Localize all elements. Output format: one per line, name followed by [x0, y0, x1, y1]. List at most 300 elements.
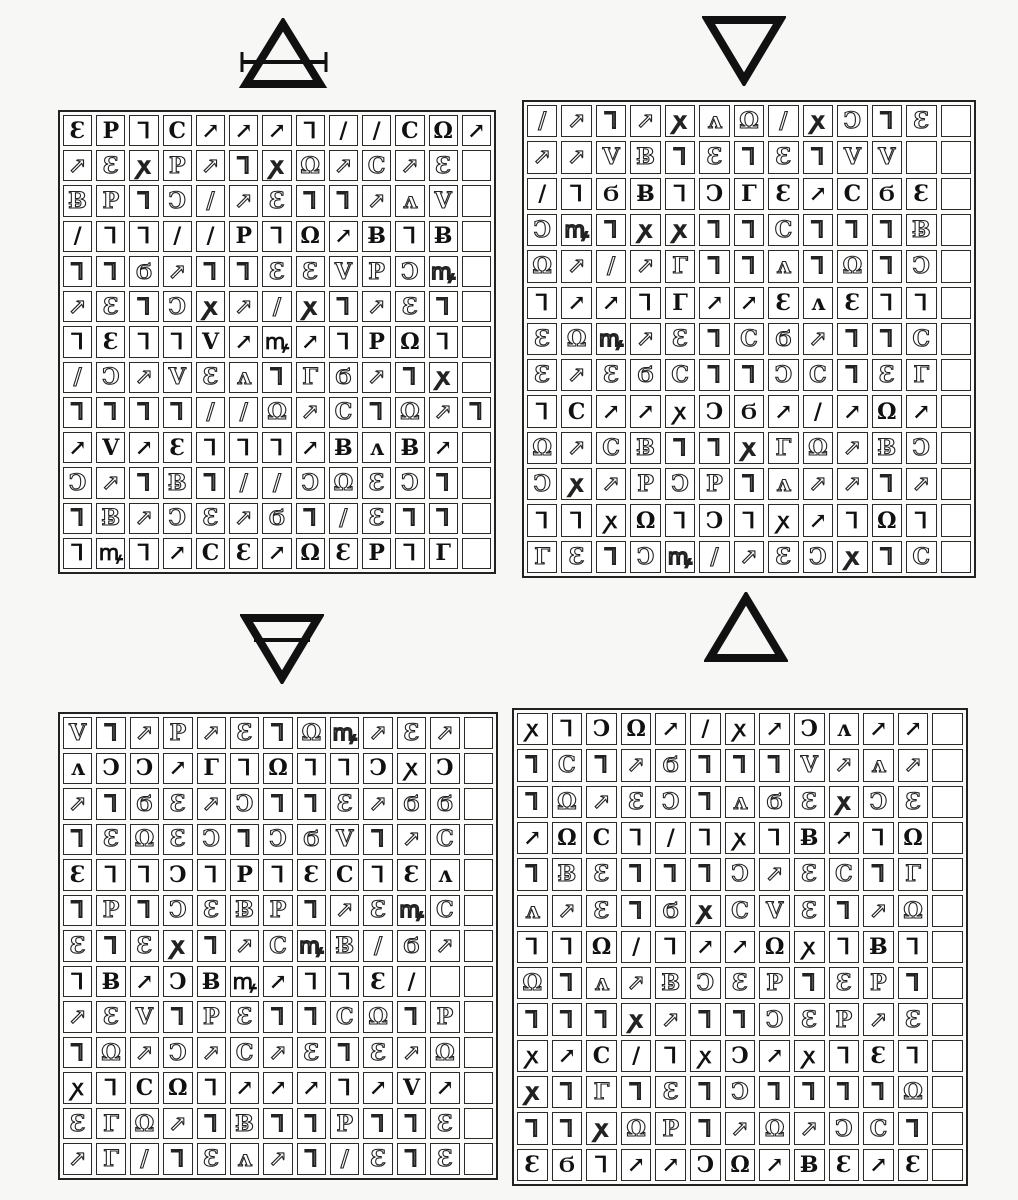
air-sigil-cell: ꓶ [96, 256, 125, 287]
water-sigil-cell: ʌ [768, 250, 798, 282]
air-sigil-cell: ↗ [229, 185, 258, 216]
air-sigil-cell [462, 432, 491, 463]
air-sigil-cell: ꓶ [362, 397, 391, 428]
air-sigil-cell: ↗ [196, 150, 225, 181]
air-sigil-cell: ↗ [262, 115, 291, 146]
water-sigil-cell: ʌ [768, 468, 798, 500]
water-sigil-cell: Ϲ [561, 395, 591, 427]
fire-sigil-cell: Ƀ [552, 858, 583, 890]
water-sigil-cell: Ϲ [906, 541, 936, 573]
air-sigil-cell: ↗ [262, 538, 291, 569]
earth-triangle-icon [240, 612, 324, 684]
water-sigil-cell: Ϲ [906, 323, 936, 355]
water-sigil-cell: ↗ [527, 141, 557, 173]
earth-sigil-cell: ↗ [130, 966, 159, 998]
water-sigil-cell: ꭗ [665, 105, 695, 137]
air-sigil-cell: ꓶ [129, 185, 158, 216]
water-sigil-cell: Ɛ [906, 105, 936, 137]
air-sigil-cell: ↗ [296, 326, 325, 357]
fire-sigil-cell: ꓶ [725, 1003, 756, 1035]
water-sigil-cell: Ω [527, 250, 557, 282]
air-sigil-cell: Ω [395, 397, 424, 428]
fire-sigil-cell [932, 749, 963, 781]
earth-sigil-cell [464, 1108, 493, 1140]
earth-sigil-cell: Ɛ [430, 1108, 459, 1140]
earth-sigil-cell: ↗ [163, 753, 192, 785]
water-sigil-cell: V [837, 141, 867, 173]
fire-sigil-cell: Ɛ [621, 786, 652, 818]
fire-sigil-cell: ↗ [898, 749, 929, 781]
water-sigil-cell: Γ [906, 359, 936, 391]
water-sigil-cell: ↗ [803, 504, 833, 536]
water-sigil-cell: ꓶ [699, 359, 729, 391]
air-sigil-cell: ↗ [163, 256, 192, 287]
earth-sigil-cell: Ϲ [330, 859, 359, 891]
water-sigil-cell: ꓶ [872, 287, 902, 319]
fire-sigil-cell: ꓶ [690, 1003, 721, 1035]
water-sigil-cell: ꓶ [803, 214, 833, 246]
earth-sigil-cell [464, 1072, 493, 1104]
earth-sigil-cell: Ϲ [330, 1001, 359, 1033]
fire-sigil-cell: ↗ [863, 713, 894, 745]
earth-sigil-cell: ꓶ [330, 753, 359, 785]
fire-sigil-cell: Ω [898, 1076, 929, 1108]
fire-sigil-cell: V [794, 749, 825, 781]
air-sigil-cell: V [329, 256, 358, 287]
water-sigil-cell: Ϲ [734, 323, 764, 355]
fire-sigil-cell: P [863, 967, 894, 999]
water-sigil-cell: Ϭ [872, 178, 902, 210]
air-sigil-cell: Ϲ [163, 115, 192, 146]
fire-sigil-cell: Ϲ [586, 1040, 617, 1072]
air-sigil-cell: Ɛ [229, 538, 258, 569]
earth-sigil-cell: ꓶ [63, 824, 92, 856]
earth-sigil-cell: Ͻ [363, 753, 392, 785]
water-sigil-cell: Ω [527, 432, 557, 464]
fire-sigil-cell: ↗ [759, 1149, 790, 1181]
air-sigil-cell: ʌ [229, 362, 258, 393]
fire-sigil-cell: ꓶ [794, 967, 825, 999]
air-sigil-cell: Ͻ [296, 467, 325, 498]
water-sigil-cell: Ƀ [630, 141, 660, 173]
fire-sigil-cell: Ƀ [655, 967, 686, 999]
air-sigil-cell: ↗ [362, 362, 391, 393]
fire-sigil-cell: Ɛ [898, 1003, 929, 1035]
water-sigil-cell: ↗ [596, 395, 626, 427]
fire-sigil-cell: ↗ [655, 1003, 686, 1035]
air-sigil-cell: Ω [296, 221, 325, 252]
earth-sigil-cell: / [397, 966, 426, 998]
water-sigil-cell: ↗ [630, 250, 660, 282]
fire-sigil-cell: ↗ [829, 749, 860, 781]
water-sigil-cell: Ϭ [596, 178, 626, 210]
air-sigil-cell: Ɛ [329, 538, 358, 569]
earth-sigil-cell: Ɛ [430, 1143, 459, 1175]
fire-sigil-cell: ↗ [863, 895, 894, 927]
fire-sigil-cell: Ɛ [794, 858, 825, 890]
water-sigil-cell [941, 359, 971, 391]
water-sigil-cell: ꓶ [872, 214, 902, 246]
earth-sigil-cell [464, 753, 493, 785]
fire-sigil-cell: ꓶ [655, 858, 686, 890]
fire-sigil-cell: ꓶ [552, 967, 583, 999]
air-sigil-cell: ꓶ [229, 432, 258, 463]
fire-sigil-cell: Ω [898, 895, 929, 927]
earth-sigil-cell: ↗ [230, 930, 259, 962]
water-sigil-cell: ꓶ [734, 468, 764, 500]
fire-sigil-cell: ꓶ [690, 858, 721, 890]
earth-sigil-cell: Ɛ [96, 1001, 125, 1033]
water-sigil-cell: Ω [872, 504, 902, 536]
air-sigil-cell: ꓶ [63, 503, 92, 534]
fire-sigil-cell: Ω [621, 1112, 652, 1144]
air-sigil-cell: ꓶ [395, 362, 424, 393]
air-sigil-cell: Ω [395, 326, 424, 357]
air-sigil-cell: / [196, 221, 225, 252]
fire-sigil-cell: ꓶ [690, 749, 721, 781]
fire-sigil-cell: Ɛ [794, 786, 825, 818]
earth-sigil-cell: ꓶ [363, 824, 392, 856]
air-sigil-cell: ↗ [163, 538, 192, 569]
air-sigil-cell: ꓶ [129, 221, 158, 252]
earth-sigil-cell [464, 717, 493, 749]
air-sigil-cell: ꓶ [196, 467, 225, 498]
earth-sigil-cell: ꓶ [63, 1037, 92, 1069]
water-sigil-cell: Ɛ [527, 323, 557, 355]
water-sigil-cell: ↗ [630, 395, 660, 427]
earth-sigil-cell: ꓶ [330, 1072, 359, 1104]
air-sigil-cell: Ω [262, 397, 291, 428]
water-sigil-cell: ↗ [768, 395, 798, 427]
air-sigil-cell: ↗ [429, 432, 458, 463]
water-sigil-cell: Ɛ [906, 178, 936, 210]
air-sigil-cell: P [96, 115, 125, 146]
water-sigil-cell: ꓶ [734, 250, 764, 282]
earth-sigil-cell: Ɛ [330, 788, 359, 820]
earth-sigil-cell: V [397, 1072, 426, 1104]
earth-sigil-cell: P [230, 859, 259, 891]
air-sigil-cell: ꓶ [229, 256, 258, 287]
water-sigil-cell: ꓶ [734, 359, 764, 391]
earth-sigil-cell: Ω [430, 1037, 459, 1069]
fire-sigil-cell: ↗ [621, 749, 652, 781]
air-sigil-cell: ↗ [296, 432, 325, 463]
water-sigil-cell: ꓶ [596, 105, 626, 137]
air-sigil-cell: / [63, 362, 92, 393]
water-sigil-cell: / [803, 395, 833, 427]
fire-sigil-cell: ꓶ [690, 1076, 721, 1108]
water-sigil-cell: ꓶ [596, 541, 626, 573]
earth-sigil-cell: / [130, 1143, 159, 1175]
water-sigil-cell: ꓶ [527, 395, 557, 427]
fire-sigil-cell: Ɛ [794, 895, 825, 927]
air-sigil-cell: ↗ [129, 432, 158, 463]
fire-sigil-cell: ↗ [829, 822, 860, 854]
fire-sigil-cell: ↗ [725, 1112, 756, 1144]
earth-sigil-cell [464, 1037, 493, 1069]
fire-sigil-cell: ʌ [863, 749, 894, 781]
earth-sigil-cell: ꓶ [330, 1037, 359, 1069]
water-sigil-cell: ꓶ [527, 504, 557, 536]
earth-sigil-cell: ꭗ [163, 930, 192, 962]
fire-sigil-cell: Ɛ [898, 1149, 929, 1181]
earth-sigil-cell: ꓶ [263, 1001, 292, 1033]
air-sigil-cell: ↗ [395, 150, 424, 181]
earth-sigil-cell: Γ [96, 1108, 125, 1140]
fire-sigil-cell: Ω [552, 822, 583, 854]
fire-triangle-icon [704, 592, 788, 664]
earth-sigil-cell: ꓶ [297, 1001, 326, 1033]
air-sigil-cell: Ɛ [96, 150, 125, 181]
fire-sigil-cell: Ϲ [863, 1112, 894, 1144]
water-sigil-cell [941, 250, 971, 282]
water-sigil-cell: ꓶ [734, 141, 764, 173]
earth-sigil-cell: ↗ [197, 788, 226, 820]
earth-sigil-cell: ↗ [397, 1037, 426, 1069]
earth-sigil-cell: ꓶ [330, 966, 359, 998]
water-sigil-cell: Ͻ [906, 250, 936, 282]
fire-sigil-cell: ↗ [759, 858, 790, 890]
water-sigil-cell [906, 141, 936, 173]
fire-sigil-cell: Ɛ [829, 967, 860, 999]
fire-sigil-cell: Ω [621, 713, 652, 745]
air-sigil-cell: Ɛ [262, 256, 291, 287]
air-sigil-cell: ꓶ [129, 326, 158, 357]
water-sigil-cell: Ɛ [768, 541, 798, 573]
air-sigil-cell [462, 256, 491, 287]
water-sigil-cell: Ͻ [803, 541, 833, 573]
fire-sigil-cell: ↗ [621, 1149, 652, 1181]
earth-sigil-cell: Ƀ [96, 966, 125, 998]
fire-sigil-cell [932, 786, 963, 818]
water-sigil-cell: Ϲ [665, 359, 695, 391]
air-triangle-icon [238, 18, 328, 90]
earth-sigil-cell: Ɛ [397, 717, 426, 749]
earth-sigil-cell: Ͻ [163, 895, 192, 927]
air-sigil-cell: ↗ [96, 467, 125, 498]
air-sigil-cell: Ͻ [163, 291, 192, 322]
fire-sigil-cell: Ω [552, 786, 583, 818]
water-sigil-cell: ꝳ [596, 323, 626, 355]
earth-sigil-cell [464, 859, 493, 891]
fire-sigil-cell: ꓶ [690, 786, 721, 818]
water-sigil-cell: Ͻ [906, 432, 936, 464]
earth-sigil-cell: ꓶ [363, 1108, 392, 1140]
fire-sigil-cell: Ͻ [725, 1076, 756, 1108]
water-sigil-cell: Γ [665, 250, 695, 282]
water-sigil-cell: ꓶ [803, 141, 833, 173]
earth-sigil-cell: P [330, 1108, 359, 1140]
water-sigil-cell: ↗ [630, 105, 660, 137]
water-sigil-cell: Ϲ [837, 178, 867, 210]
fire-sigil-cell [932, 1149, 963, 1181]
fire-sigil-cell: ꭗ [725, 713, 756, 745]
air-sigil-cell: Ω [296, 150, 325, 181]
fire-sigil-cell: ꭗ [794, 931, 825, 963]
fire-sigil-cell: ↗ [655, 713, 686, 745]
water-sigil-cell: ꓶ [734, 504, 764, 536]
fire-sigil-cell: Ͻ [829, 1112, 860, 1144]
air-sigil-cell: ꓶ [429, 503, 458, 534]
earth-sigil-cell: Ω [130, 824, 159, 856]
earth-sigil-cell: ↗ [397, 824, 426, 856]
air-sigil-cell: ꓶ [63, 397, 92, 428]
earth-sigil-cell: ꝳ [330, 717, 359, 749]
earth-sigil-cell: Ɛ [163, 824, 192, 856]
earth-sigil-cell: Ͻ [163, 859, 192, 891]
water-sigil-cell: ꓶ [803, 250, 833, 282]
fire-sigil-cell: ↗ [863, 1003, 894, 1035]
earth-sigil-cell: ꓶ [363, 859, 392, 891]
air-sigil-cell: ↗ [329, 221, 358, 252]
fire-sigil-cell: Γ [898, 858, 929, 890]
fire-sigil-cell: ꓶ [759, 822, 790, 854]
water-sigil-cell: ↗ [596, 287, 626, 319]
air-sigil-cell [462, 326, 491, 357]
air-sigil-cell: ʌ [362, 432, 391, 463]
earth-sigil-cell [464, 1001, 493, 1033]
air-sigil-cell: Ƀ [63, 185, 92, 216]
earth-sigil-cell: Ϭ [297, 824, 326, 856]
earth-sigil-cell [430, 966, 459, 998]
air-sigil-cell [462, 503, 491, 534]
air-sigil-cell: P [362, 256, 391, 287]
air-sigil-cell: ꓶ [229, 150, 258, 181]
water-sigil-cell: Ɛ [527, 359, 557, 391]
fire-sigil-cell: P [759, 967, 790, 999]
earth-sigil-cell: P [430, 1001, 459, 1033]
fire-sigil-cell: Ɛ [655, 1076, 686, 1108]
earth-sigil-cell: ꓶ [297, 1108, 326, 1140]
fire-sigil-cell: ꓶ [517, 786, 548, 818]
earth-sigil-cell: Ɛ [297, 1037, 326, 1069]
fire-sigil-cell: Ͻ [690, 1149, 721, 1181]
earth-sigil-cell: ↗ [130, 1037, 159, 1069]
water-sigil-cell: Ɛ [561, 541, 591, 573]
fire-sigil-cell: Ϲ [829, 858, 860, 890]
fire-sigil-cell: ꭗ [725, 822, 756, 854]
fire-sigil-cell: Ͻ [690, 967, 721, 999]
earth-sigil-cell: Ϭ [130, 788, 159, 820]
fire-sigil-cell: ꭗ [517, 1040, 548, 1072]
air-sigil-cell: / [229, 467, 258, 498]
earth-sigil-cell: ꓶ [263, 788, 292, 820]
air-sigil-cell: ↗ [229, 115, 258, 146]
water-sigil-cell: ꓶ [872, 323, 902, 355]
water-sigil-cell: ↗ [734, 287, 764, 319]
fire-sigil-cell: Ɛ [517, 1149, 548, 1181]
air-sigil-cell: ↗ [63, 432, 92, 463]
air-sigil-cell: Ω [429, 115, 458, 146]
earth-sigil-cell: ʌ [430, 859, 459, 891]
air-sigil-cell: ꓶ [63, 538, 92, 569]
fire-sigil-cell: ꓶ [829, 895, 860, 927]
fire-sigil-cell: Ϭ [655, 895, 686, 927]
air-sigil-cell: ↗ [229, 503, 258, 534]
earth-sigil-cell: ↗ [430, 930, 459, 962]
air-sigil-cell: / [329, 115, 358, 146]
fire-sigil-cell: Ω [759, 1112, 790, 1144]
air-sigil-cell: V [163, 362, 192, 393]
water-sigil-cell: ꓶ [596, 214, 626, 246]
fire-sigil-cell: ↗ [759, 713, 790, 745]
fire-sigil-cell: Ͻ [863, 786, 894, 818]
earth-sigil-cell: Ω [163, 1072, 192, 1104]
air-sigil-cell: ꓶ [262, 432, 291, 463]
water-sigil-cell: Ͻ [527, 214, 557, 246]
water-sigil-cell: Ϭ [734, 395, 764, 427]
fire-sigil-cell: ꓶ [621, 1076, 652, 1108]
earth-sigil-cell: Ɛ [297, 859, 326, 891]
air-sigil-cell: ꓶ [96, 397, 125, 428]
water-sigil-cell: ↗ [906, 468, 936, 500]
air-sigil-cell: Ɛ [362, 503, 391, 534]
earth-sigil-cell: ↗ [297, 1072, 326, 1104]
earth-sigil-cell: ꓶ [96, 930, 125, 962]
air-sigil-cell: Γ [296, 362, 325, 393]
water-sigil-cell: ꭗ [803, 105, 833, 137]
water-sigil-cell: Ω [734, 105, 764, 137]
water-sigil-cell: V [596, 141, 626, 173]
air-sigil-cell: ꓶ [129, 538, 158, 569]
earth-sigil-cell: Ϭ [397, 930, 426, 962]
earth-sigil-cell: Ƀ [230, 895, 259, 927]
water-sigil-cell: Ω [803, 432, 833, 464]
earth-sigil-cell: ↗ [263, 1072, 292, 1104]
air-sigil-cell: Ƀ [163, 467, 192, 498]
fire-sigil-cell: P [655, 1112, 686, 1144]
fire-sigil-cell: ꓶ [517, 931, 548, 963]
water-sigil-cell: ꓶ [734, 214, 764, 246]
air-sigil-cell: ꓶ [329, 326, 358, 357]
air-sigil-cell: ꝳ [96, 538, 125, 569]
air-sigil-cell: Ϲ [362, 150, 391, 181]
earth-sigil-cell: ꓶ [297, 895, 326, 927]
earth-sigil-cell: Ɛ [397, 859, 426, 891]
air-sigil-cell: ꓶ [395, 221, 424, 252]
fire-sigil-cell: ꭗ [517, 713, 548, 745]
water-sigil-cell: Ɛ [768, 287, 798, 319]
earth-sigil-cell: ↗ [363, 788, 392, 820]
air-sigil-cell: ꓶ [129, 397, 158, 428]
earth-sigil-cell: ꓶ [197, 930, 226, 962]
water-sigil-cell: Ω [837, 250, 867, 282]
fire-sigil-cell [932, 713, 963, 745]
fire-sigil-cell: ↗ [725, 931, 756, 963]
earth-sigil-cell: P [263, 895, 292, 927]
fire-sigil-cell: ꓶ [517, 749, 548, 781]
air-sigil-cell: ꓶ [196, 256, 225, 287]
water-sigil-cell: Γ [768, 432, 798, 464]
air-sigil-cell: ꭗ [129, 150, 158, 181]
water-sigil-cell [941, 287, 971, 319]
air-sigil-cell: ꓶ [429, 291, 458, 322]
water-sigil-cell: ↗ [837, 395, 867, 427]
fire-sigil-cell: Ϭ [759, 786, 790, 818]
water-sigil-cell: ꓶ [665, 504, 695, 536]
air-sigil-cell: Ϭ [262, 503, 291, 534]
earth-sigil-cell: ꓶ [96, 859, 125, 891]
water-sigil-cell: ꓶ [872, 541, 902, 573]
earth-sigil-cell: Ɛ [197, 895, 226, 927]
air-sigil-cell: ↗ [63, 150, 92, 181]
fire-sigil-cell: ꓶ [517, 858, 548, 890]
water-sigil-cell: Ɛ [768, 141, 798, 173]
air-sigil-cell: Ͻ [63, 467, 92, 498]
fire-sigil-cell [932, 1003, 963, 1035]
air-sigil-cell: ꓶ [296, 115, 325, 146]
earth-sigil-cell: Ϲ [230, 1037, 259, 1069]
